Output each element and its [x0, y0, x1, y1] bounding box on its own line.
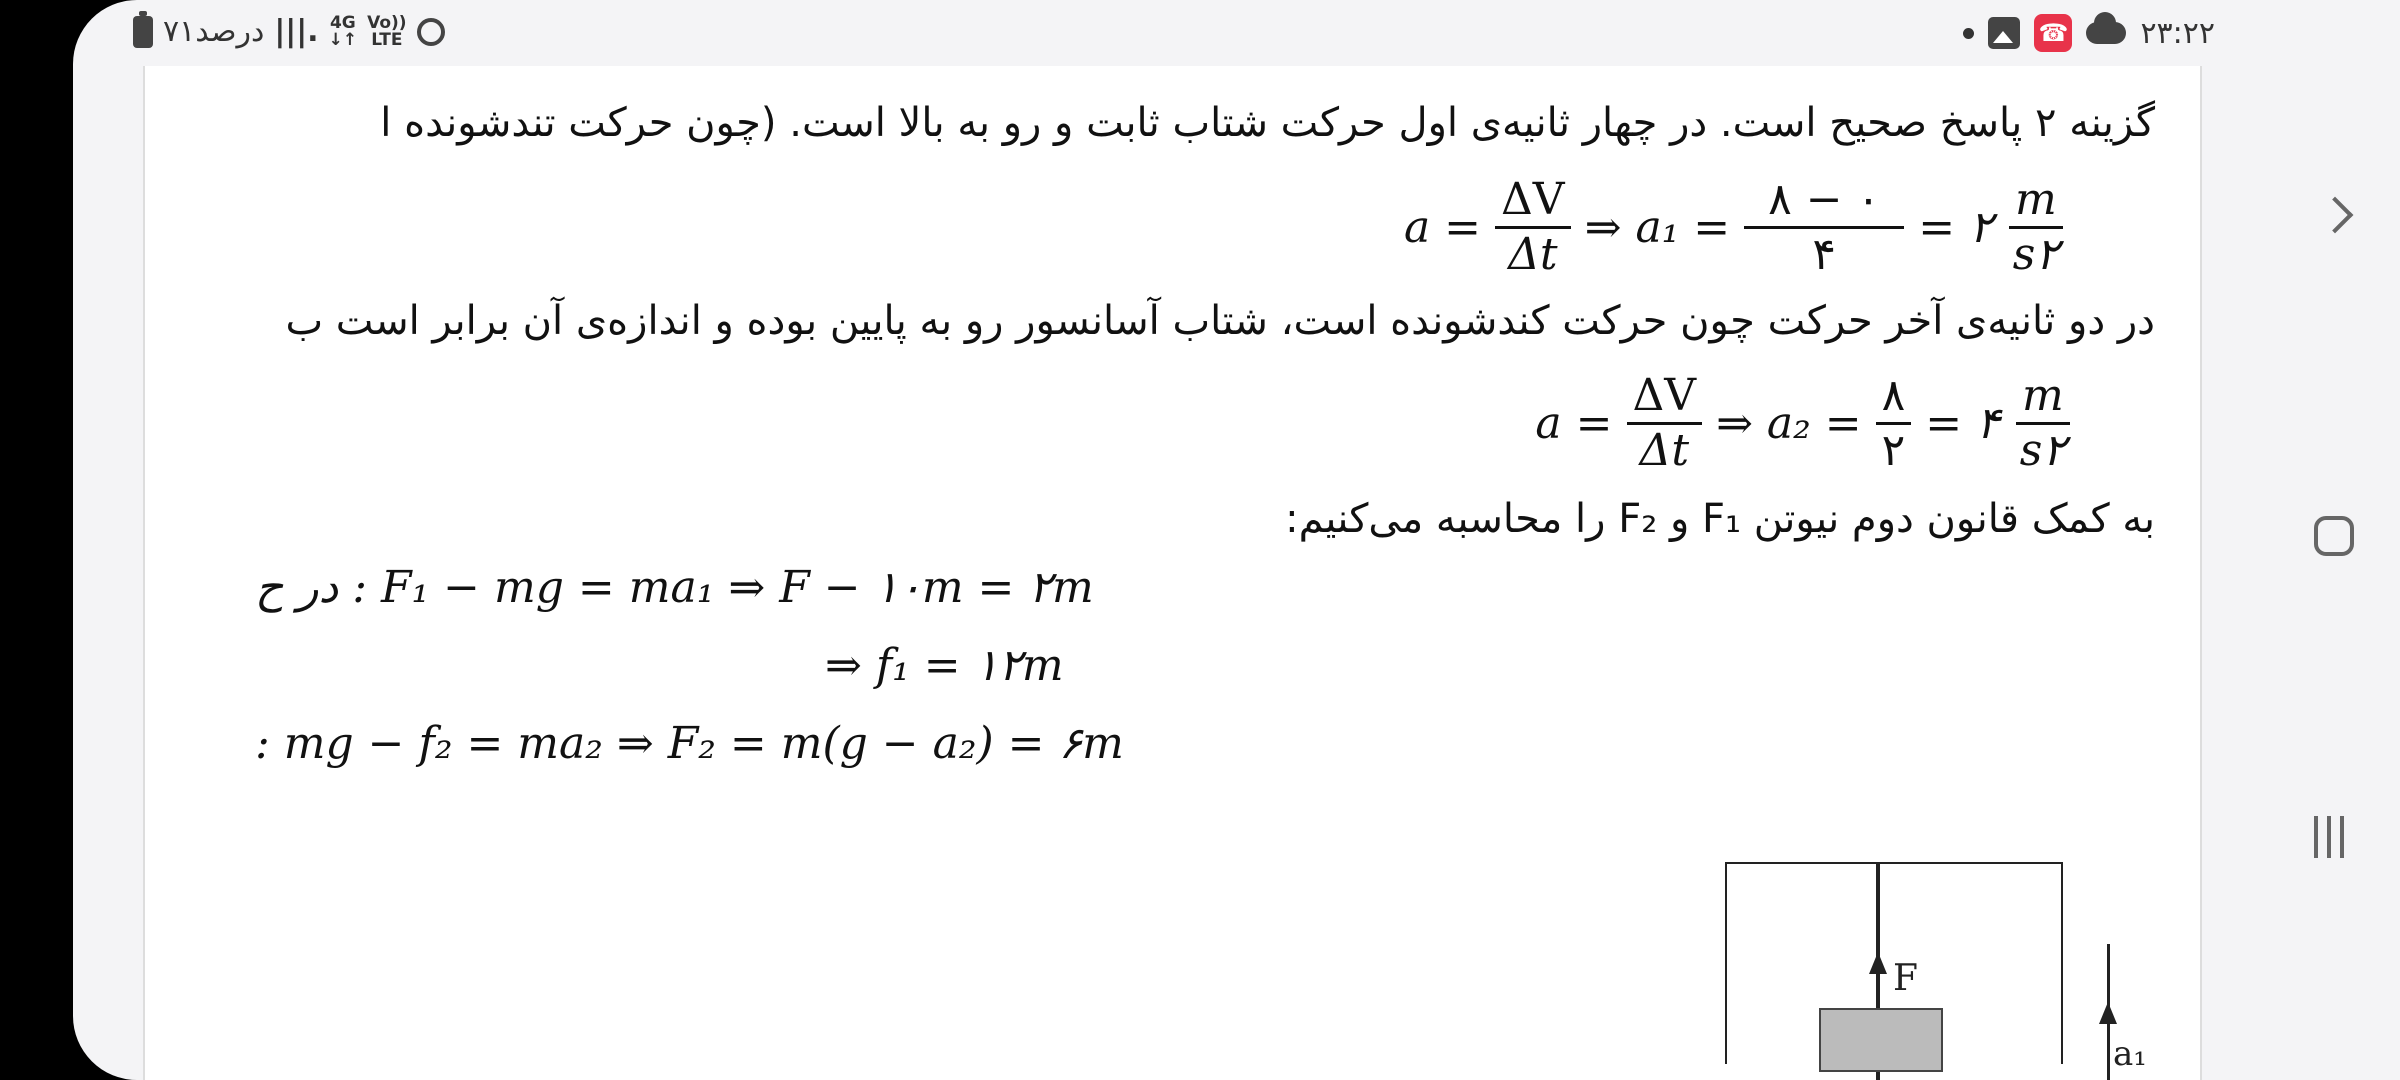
- network-top: 4G: [329, 12, 356, 33]
- eq2-mid: ⇒ a₂ =: [1716, 398, 1862, 449]
- eq1-lhs: a =: [1403, 202, 1482, 253]
- eq1-frac2-num: ۸ − ۰: [1744, 174, 1904, 229]
- recent-apps-button[interactable]: [2314, 816, 2344, 858]
- eq2-fraction-values: [1876, 370, 1912, 477]
- recent-bar-icon: [2327, 816, 2331, 858]
- eq2-frac1-den: Δt: [1639, 425, 1690, 476]
- cloud-icon: [2086, 22, 2126, 44]
- answer-line-2: در دو ثانیه‌ی آخر حرکت چون حرکت کندشونده است، شتاب آسانسور رو به پایین بوده و اندازه‌ی آن برابر است ب: [285, 298, 2155, 344]
- force-arrow-icon: [1869, 952, 1887, 974]
- eq2-fraction-dv-dt: [1627, 370, 1703, 477]
- eq1-fraction-dv-dt: [1495, 174, 1571, 281]
- phone-screen: [73, 0, 2263, 1080]
- eq2-unit-den: s۲: [2019, 425, 2066, 476]
- answer-line-1: گزینه ۲ پاسخ صحیح است. در چهار ثانیه‌ی اول حرکت شتاب ثابت و رو به بالا است. (چون حرکت تندشونده ا: [380, 100, 2155, 146]
- signal-icon: |||.: [274, 14, 319, 49]
- acceleration-label: a₁: [2113, 1034, 2147, 1074]
- eq2-frac2-den: ۲: [1881, 425, 1906, 476]
- answer-line-3: به کمک قانون دوم نیوتن F₁ و F₂ را محاسبه می‌کنیم:: [1285, 496, 2155, 542]
- eq1-frac2-den: ۴: [1812, 229, 1837, 280]
- home-button[interactable]: [2314, 516, 2354, 556]
- acceleration-arrow-icon: [2099, 1002, 2117, 1024]
- eq1-unit: [2007, 174, 2065, 281]
- call-recorder-icon: ☎: [2034, 14, 2072, 52]
- volte-bottom: LTE: [371, 29, 403, 50]
- gallery-icon: [1988, 17, 2020, 49]
- equation-4: ⇒ f₁ = ۱۲m: [825, 640, 1064, 691]
- elevator-block: [1819, 1008, 1943, 1072]
- eq1-unit-num: m: [2009, 174, 2063, 229]
- eq2-value: = ۴: [1925, 398, 2000, 449]
- battery-icon: [133, 16, 153, 48]
- equation-3: در ح : F₁ − mg = ma₁ ⇒ F − ۱۰m = ۲m: [255, 562, 1094, 613]
- eq2-frac1-num: ΔV: [1627, 370, 1703, 425]
- equation-1: [1404, 174, 2065, 281]
- status-bar: [73, 0, 2263, 66]
- clock-time: ۲۳:۲۲: [2140, 15, 2215, 51]
- status-left: [133, 14, 445, 49]
- status-right: [1963, 14, 2215, 52]
- recent-bar-icon: [2314, 816, 2318, 858]
- eq2-frac2-num: ۸: [1876, 370, 1912, 425]
- eq1-value: = ۲: [1918, 202, 1993, 253]
- network-bottom: ↓↑: [328, 29, 358, 50]
- notification-dot-icon: [1963, 28, 1974, 39]
- recent-bar-icon: [2340, 816, 2344, 858]
- equation-2: [1535, 370, 2072, 477]
- eq1-mid: ⇒ a₁ =: [1584, 202, 1731, 253]
- eq1-frac1-num: ΔV: [1495, 174, 1571, 229]
- alarm-icon: [417, 18, 445, 46]
- network-indicator: [328, 12, 358, 50]
- eq1-unit-den: s۲: [2012, 229, 2059, 280]
- battery-text: ۷۱درصد: [163, 14, 265, 49]
- eq2-unit: [2014, 370, 2072, 477]
- eq1-fraction-values: [1744, 174, 1904, 281]
- force-label: F: [1893, 958, 1918, 999]
- volte-top: Vo)): [367, 12, 407, 33]
- volte-indicator: [367, 12, 407, 50]
- eq2-unit-num: m: [2016, 370, 2070, 425]
- eq2-lhs: a =: [1535, 398, 1613, 449]
- equation-5: : mg − f₂ = ma₂ ⇒ F₂ = m(g − a₂) = ۶m: [255, 718, 1124, 769]
- eq1-frac1-den: Δt: [1508, 229, 1558, 280]
